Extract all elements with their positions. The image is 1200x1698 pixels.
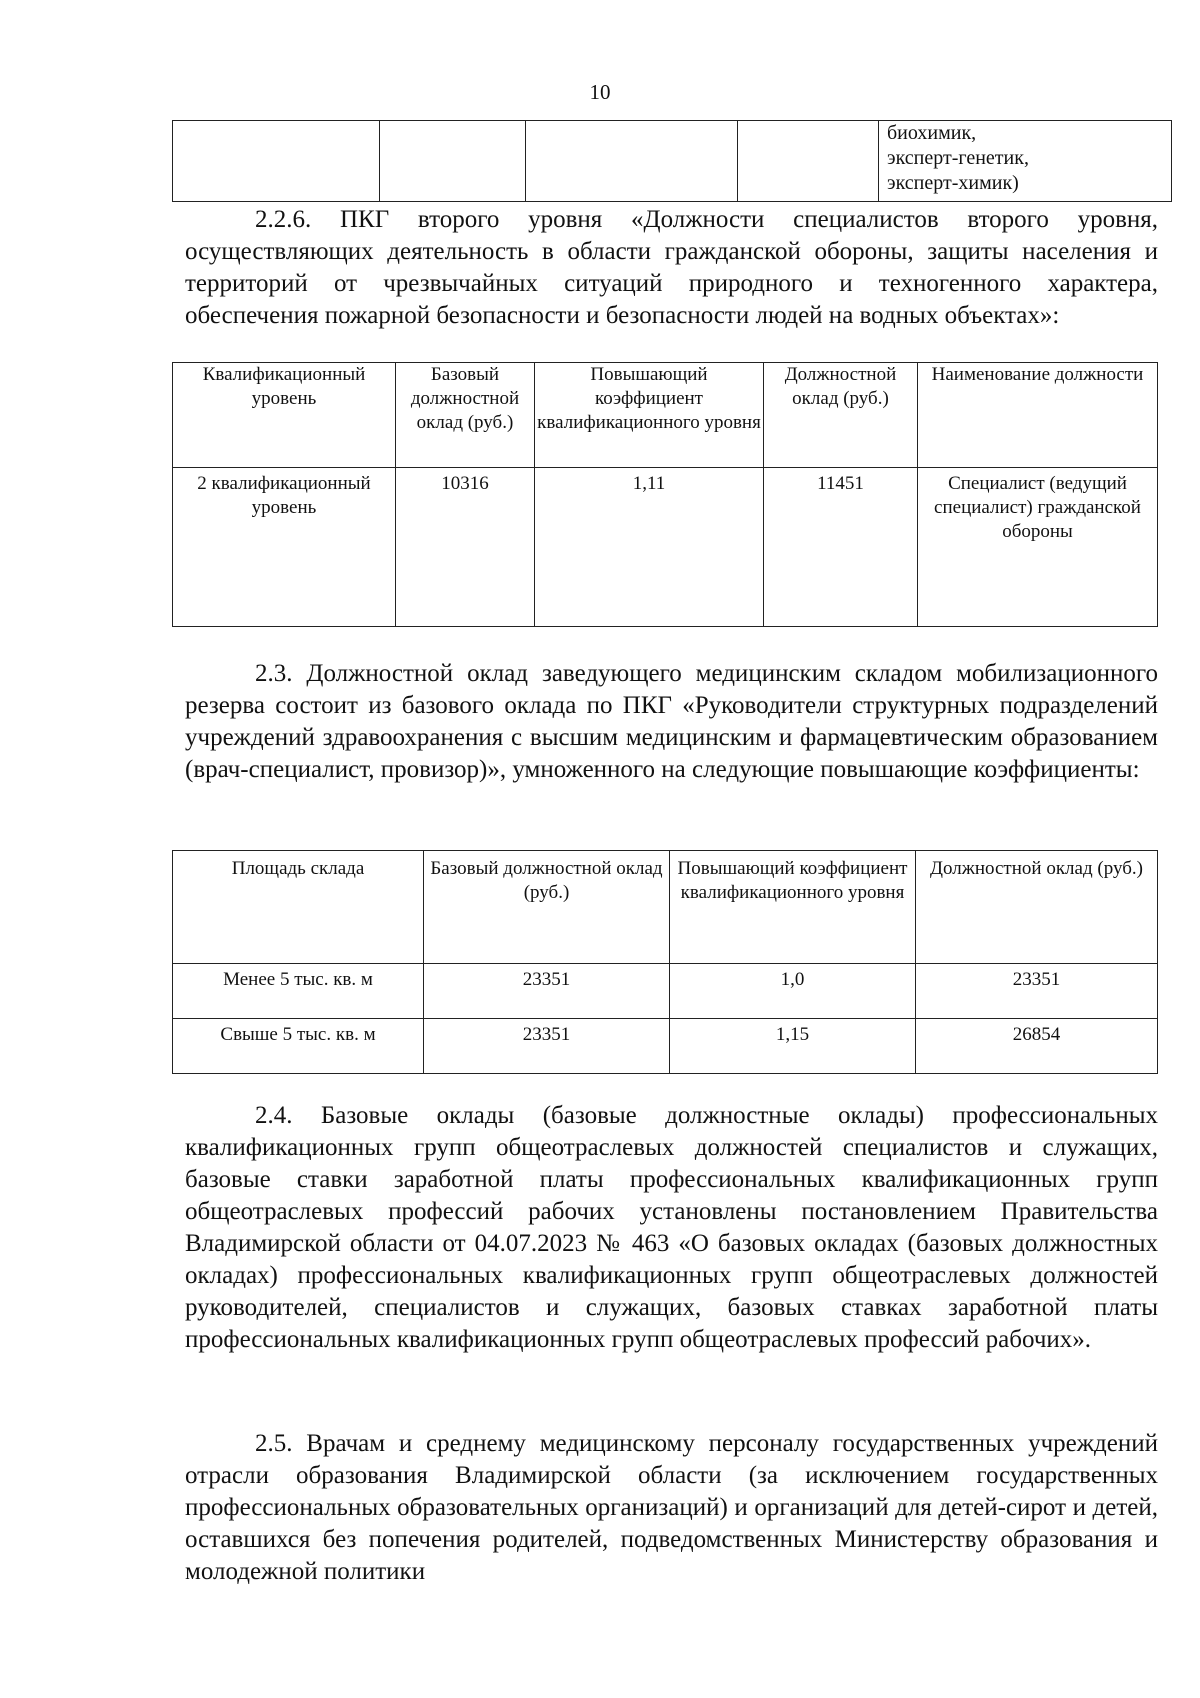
paragraph-2-2-6: 2.2.6. ПКГ второго уровня «Должности специалистов второго уровня, осуществляющих деятельность в области гражданской обороны, защиты населения и территорий от чрезвычайных ситуаций природного и техногенного характера, обеспечения пожарной безопасности и безопасности людей на водных объектах»: bbox=[185, 206, 1158, 329]
salary-table-warehouse bbox=[172, 850, 1158, 1074]
page-number: 10 bbox=[589, 80, 611, 104]
table-cell: 23351 bbox=[916, 964, 1158, 1019]
column-header: Должностной оклад (руб.) bbox=[916, 851, 1158, 964]
column-header: Базовый должностной оклад (руб.) bbox=[396, 363, 535, 468]
column-header: Площадь склада bbox=[173, 851, 424, 964]
table-cell: 1,11 bbox=[535, 468, 764, 627]
table-cell bbox=[173, 121, 380, 202]
table-row bbox=[173, 964, 1158, 1019]
paragraph-2-5: 2.5. Врачам и среднему медицинскому персоналу государственных учреждений отрасли образования Владимирской области (за исключением государственных профессиональных образовательных организаций) и организаций для детей-сирот и детей, оставшихся без попечения родителей, подведомственных Министерству образования и молодежной политики bbox=[185, 1430, 1158, 1585]
table-cell: 2 квалификационный уровень bbox=[173, 468, 396, 627]
table-cell bbox=[879, 121, 1172, 202]
cell-line: биохимик, bbox=[887, 122, 977, 144]
salary-table-civil-defense bbox=[172, 362, 1158, 627]
column-header: Наименование должности bbox=[918, 363, 1158, 468]
column-header: Повышающий коэффициент квалификационного уровня bbox=[535, 363, 764, 468]
column-header: Должностной оклад (руб.) bbox=[764, 363, 918, 468]
table-cell: 10316 bbox=[396, 468, 535, 627]
column-header: Базовый должностной оклад (руб.) bbox=[424, 851, 670, 964]
table-cell: Менее 5 тыс. кв. м bbox=[173, 964, 424, 1019]
table-cell bbox=[526, 121, 738, 202]
paragraph-2-4: 2.4. Базовые оклады (базовые должностные оклады) профессиональных квалификационных групп общеотраслевых должностей специалистов и служащих, базовые ставки заработной платы профессиональных квалификационных групп общеотраслевых профессий рабочих установлены постановлением Правительства Владимирской области от 04.07.2023 № 463 «О базовых окладах (базовых должностных окладах) профессиональных квалификационных групп общеотраслевых должностей руководителей, специалистов и служащих, базовых ставках заработной платы профессиональных квалификационных групп общеотраслевых профессий рабочих». bbox=[185, 1102, 1158, 1353]
table-row bbox=[173, 468, 1158, 627]
paragraph-2-3: 2.3. Должностной оклад заведующего медицинским складом мобилизационного резерва состоит из базового оклада по ПКГ «Руководители структурных подразделений учреждений здравоохранения с высшим медицинским и фармацевтическим образованием (врач-специалист, провизор)», умноженного на следующие повышающие коэффициенты: bbox=[185, 660, 1158, 783]
table-row bbox=[173, 1019, 1158, 1074]
table-cell: Специалист (ведущий специалист) гражданской обороны bbox=[918, 468, 1158, 627]
table-header-row bbox=[173, 363, 1158, 468]
cell-line: эксперт-химик) bbox=[887, 172, 1019, 194]
cell-line: эксперт-генетик, bbox=[887, 147, 1029, 169]
table-cell: 26854 bbox=[916, 1019, 1158, 1074]
continuation-table bbox=[172, 120, 1172, 202]
table-cell bbox=[380, 121, 526, 202]
table-cell: 1,15 bbox=[670, 1019, 916, 1074]
table-cell: 1,0 bbox=[670, 964, 916, 1019]
table-cell: 23351 bbox=[424, 964, 670, 1019]
table-cell bbox=[738, 121, 879, 202]
table-cell: 23351 bbox=[424, 1019, 670, 1074]
table-cell: 11451 bbox=[764, 468, 918, 627]
table-cell: Свыше 5 тыс. кв. м bbox=[173, 1019, 424, 1074]
column-header: Квалификационный уровень bbox=[173, 363, 396, 468]
table-header-row bbox=[173, 851, 1158, 964]
column-header: Повышающий коэффициент квалификационного уровня bbox=[670, 851, 916, 964]
